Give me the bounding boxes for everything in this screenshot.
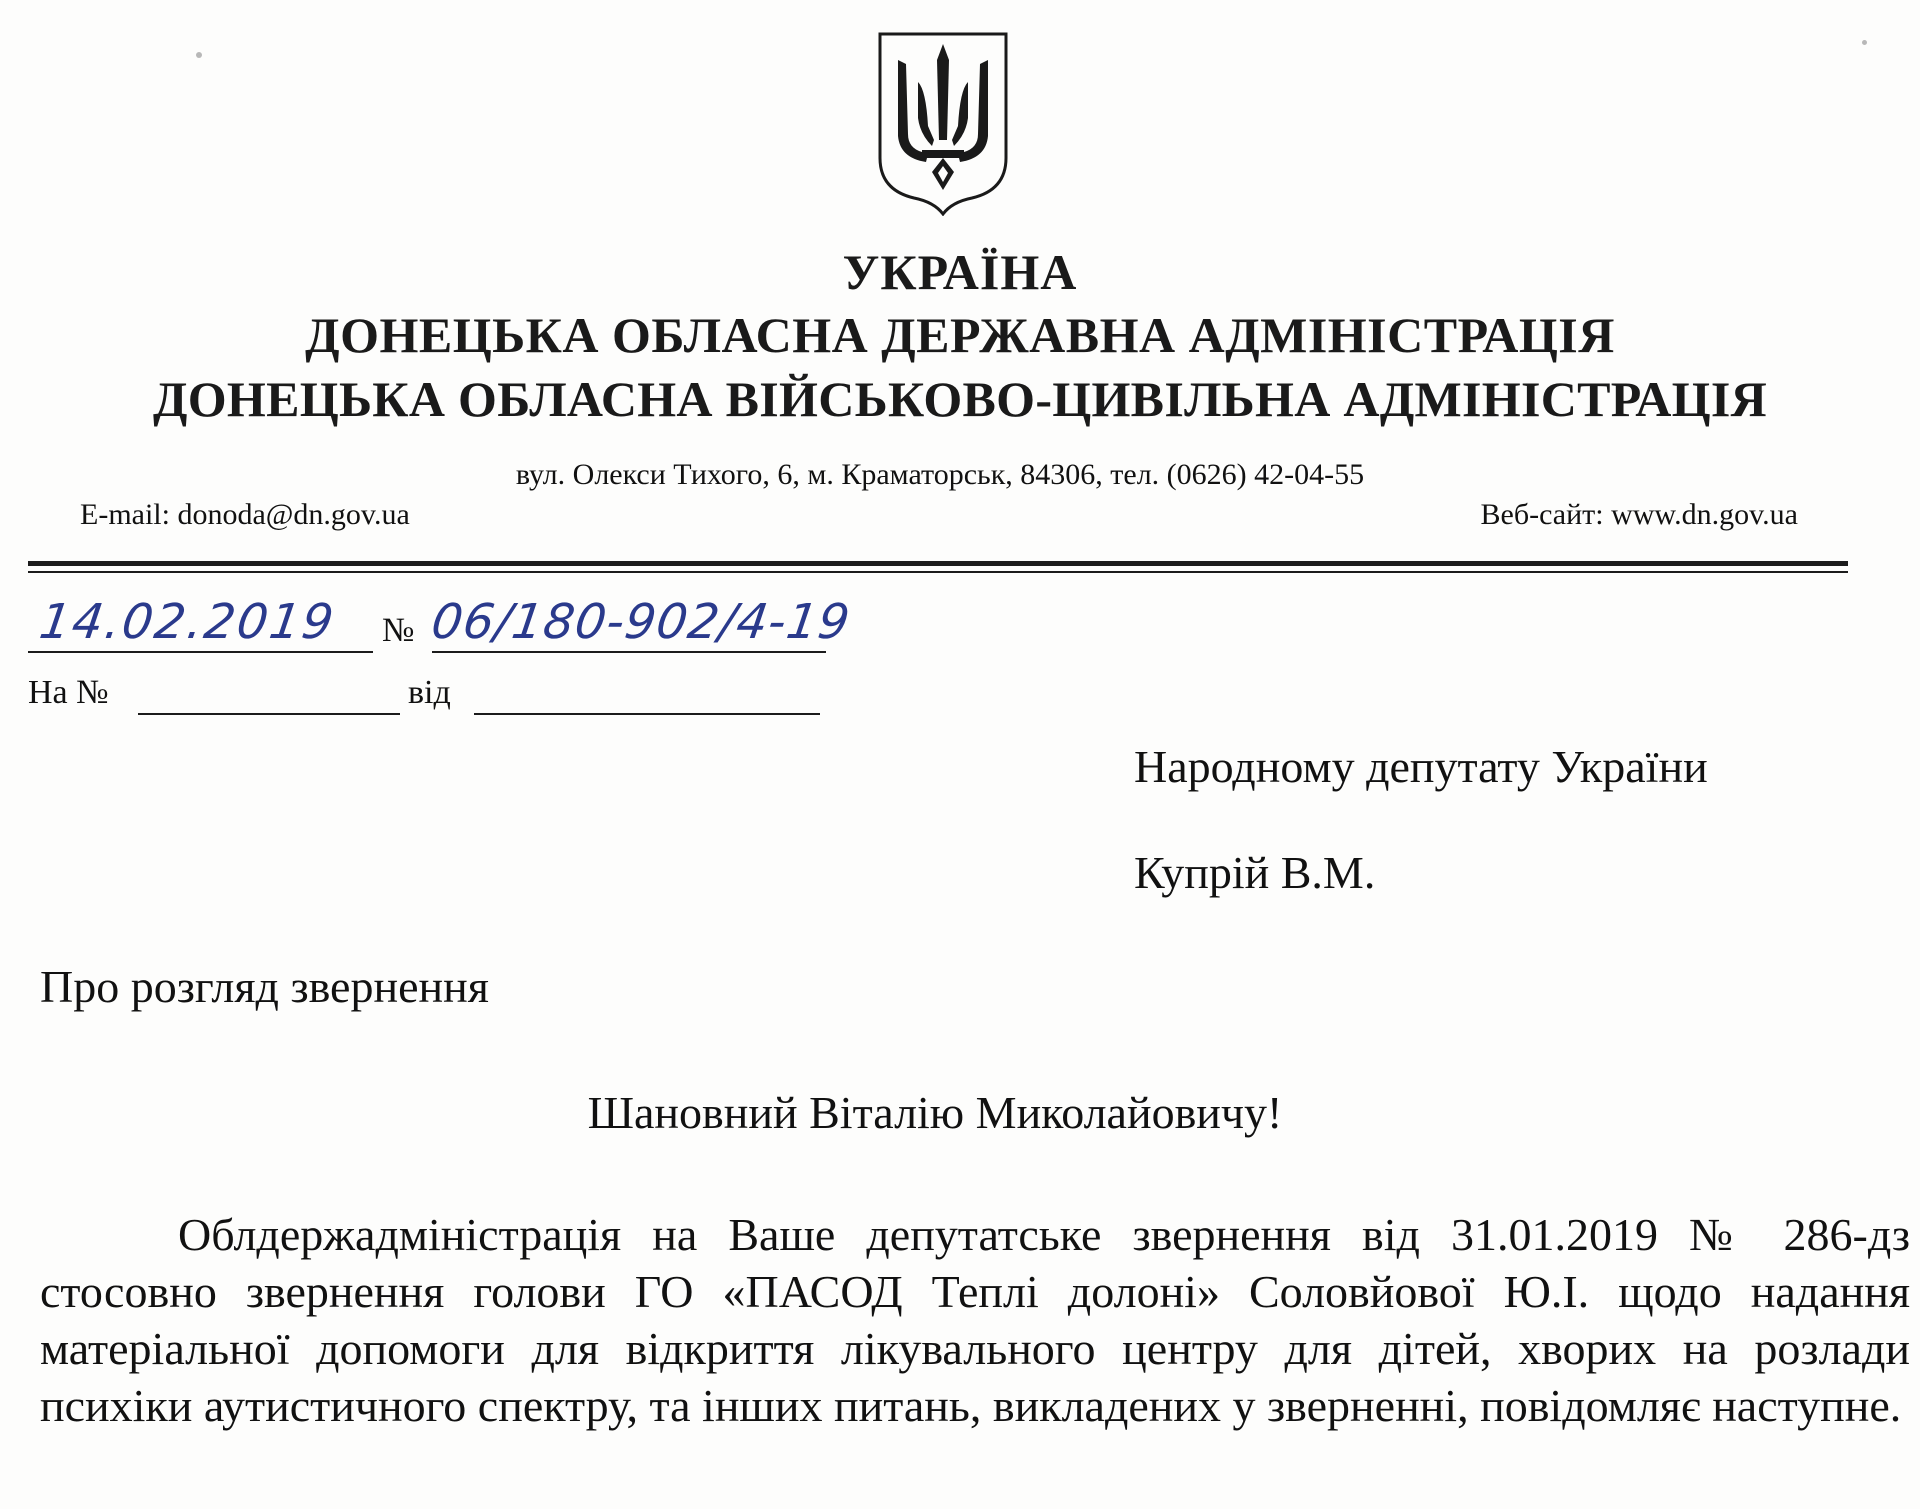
header-organization-2: ДОНЕЦЬКА ОБЛАСНА ВІЙСЬКОВО-ЦИВІЛЬНА АДМІНІСТРАЦІЯ [153, 371, 1767, 427]
body-paragraph: Облдержадміністрація на Ваше депутатське звернення від 31.01.2019 № 286-дз стосовно звернення голови ГО «ПАСОД Теплі долоні» Соловйової Ю.І. щодо надання матеріальної допомоги для відкриття лікувального центру для дітей, хворих на розлади психіки аутистичного спектру, та інших питань, викладених у зверненні, повідомляє наступне. [40, 1209, 1910, 1431]
header-website: Веб-сайт: www.dn.gov.ua [1480, 498, 1798, 531]
header-divider-thick [28, 561, 1848, 566]
addressee-name: Купрій В.М. [1134, 847, 1376, 898]
header-email: E-mail: donoda@dn.gov.ua [80, 498, 410, 531]
reference-number-blank [138, 713, 400, 715]
header-address: вул. Олекси Тихого, 6, м. Краматорськ, 84306, тел. (0626) 42-04-55 [515, 458, 1365, 491]
handwritten-registration-number: 06/180-902/4-19 [428, 594, 854, 650]
reference-number-label: На № [28, 674, 109, 711]
number-underline [432, 651, 826, 653]
letter-greeting [0, 1086, 1920, 1139]
header-divider-thin [28, 571, 1848, 573]
coat-of-arms-icon [876, 30, 1010, 216]
letter-subject: Про розгляд звернення [40, 961, 489, 1012]
addressee-title: Народному депутату України [1134, 741, 1708, 792]
reference-date-blank [474, 713, 820, 715]
letter-body [40, 1206, 1910, 1434]
reference-date-label: від [408, 674, 451, 711]
scan-speck [1862, 40, 1867, 45]
header-country: УКРАЇНА [842, 244, 1078, 300]
scan-speck [196, 52, 202, 58]
handwritten-date: 14.02.2019 [36, 594, 339, 650]
date-underline [28, 651, 373, 653]
number-sign: № [382, 612, 415, 649]
header-organization-1: ДОНЕЦЬКА ОБЛАСНА ДЕРЖАВНА АДМІНІСТРАЦІЯ [305, 307, 1615, 363]
letter-greeting-text: Шановний Віталію Миколайовичу! [587, 1087, 1283, 1138]
